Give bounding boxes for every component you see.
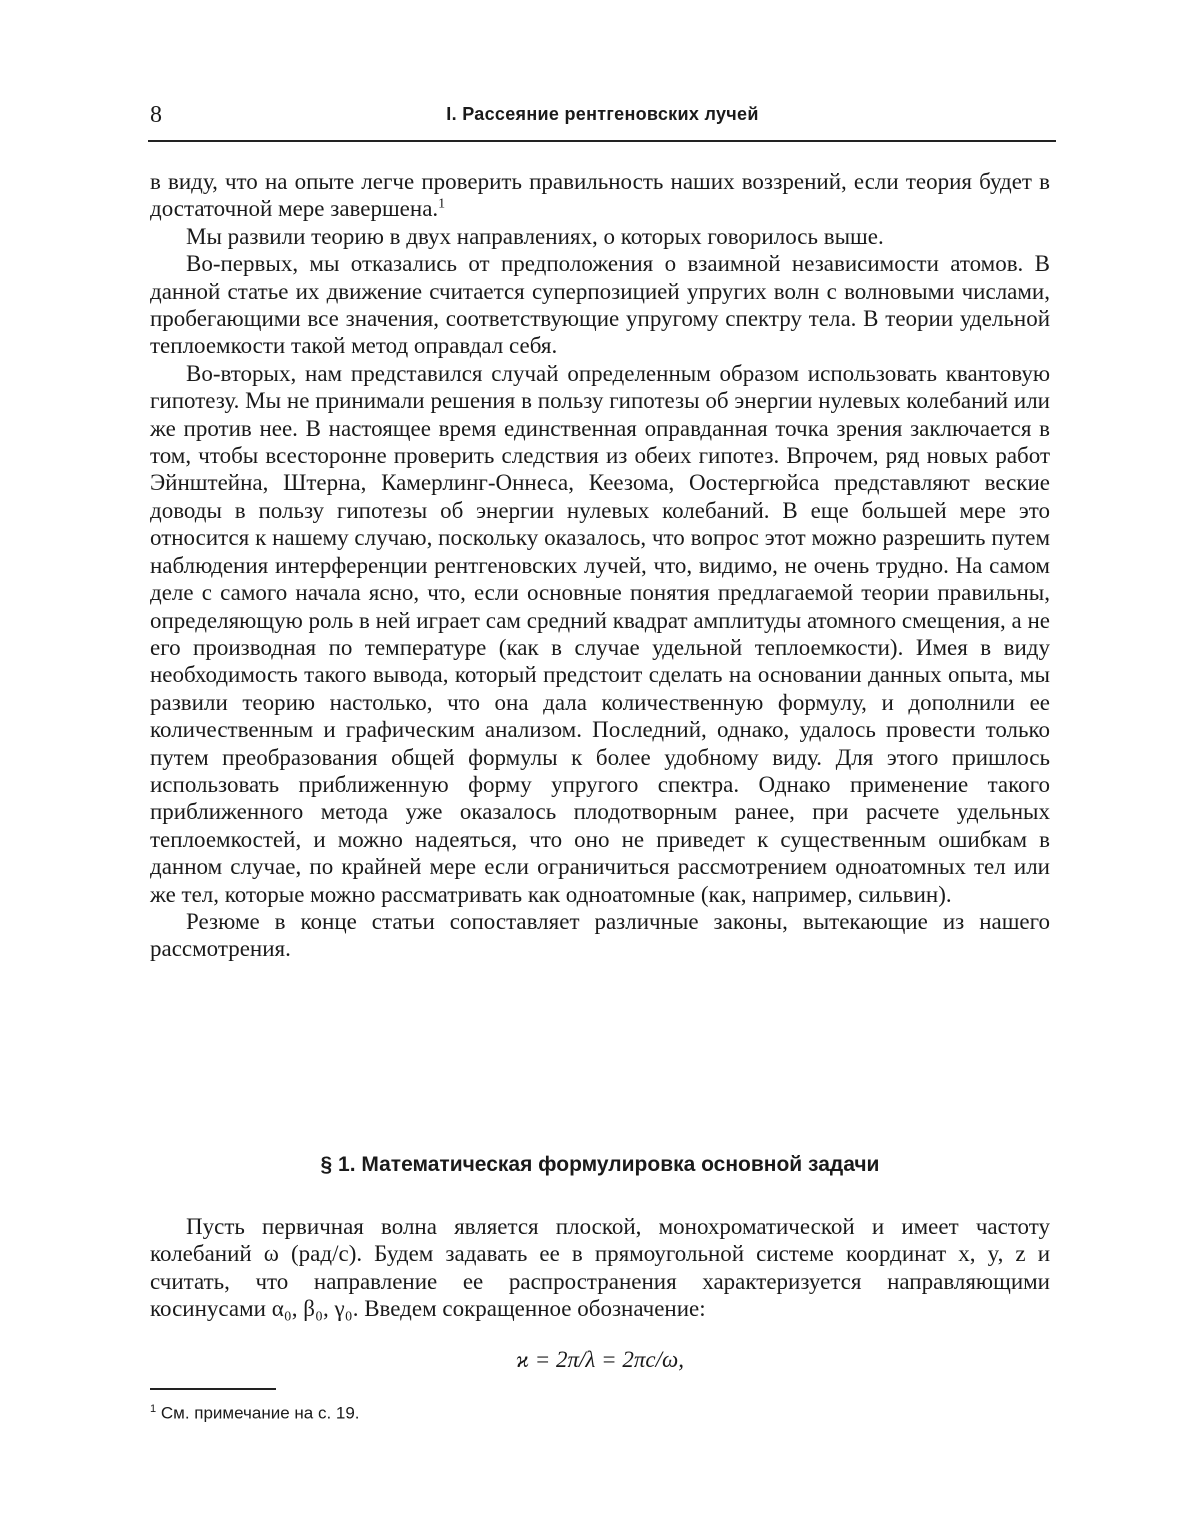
paragraph-text: в виду, что на опыте легче проверить правильность наших воззрений, если теория будет в достаточной мере завершена. (150, 169, 1050, 222)
paragraph: Во-первых, мы отказались от предположения о взаимной независимости атомов. В данной статье их движение считается суперпозицией упругих волн с волновыми числами, пробегающими все значения, соответствующие упругому спектру тела. В теории удельной теплоемкости такой метод оправдал себя. (150, 251, 1050, 359)
section-heading: § 1. Математическая формулировка основной задачи (320, 1153, 880, 1176)
intro-text (150, 168, 1050, 963)
footnote-reference: 1 (438, 196, 446, 212)
paragraph (150, 168, 1050, 223)
page-number: 8 (150, 102, 162, 128)
section-text (150, 1213, 1050, 1323)
paragraph: Во-вторых, нам представился случай определенным образом использовать квантовую гипотезу. Мы не принимали решения в пользу гипотезы об энергии нулевых колебаний или же против нее. В настоящее время единственная оправданная точка зрения заключается в том, чтобы всесторонне проверить следствия из обеих гипотез. Впрочем, ряд новых работ Эйнштейна, Штерна, Камерлинг-Оннеса, Кеезома, Оостергюйса представляют веские доводы в пользу гипотезы об энергии нулевых колебаний. В еще большей мере это относится к нашему случаю, поскольку оказалось, что вопрос этот можно разрешить путем наблюдения интерференции рентгеновских лучей, что, видимо, не очень трудно. На самом деле с самого начала ясно, что, если основные понятия предлагаемой теории правильны, определяющую роль в ней играет сам средний квадрат амплитуды атомного смещения, а не его производная по температуре (как в случае удельной теплоемкости). Имея в виду необходимость такого вывода, который предстоит сделать на основании данных опыта, мы развили теорию настолько, что она дала количественную формулу, и дополнили ее количественным и графическим анализом. Последний, однако, удалось провести только путем преобразования общей формулы к более удобному виду. Для этого пришлось использовать приближенную форму упругого спектра. Однако применение такого приближенного метода уже оказалось плодотворным ранее, при расчете удельных теплоемкостей, и можно надеяться, что оно не приведет к существенным ошибкам в данном случае, по крайней мере если ограничиться рассмотрением одноатомных тел или же тел, которые можно рассматривать как одноатомные (как, например, сильвин). (150, 360, 1050, 907)
footnote-text: См. примечание на с. 19. (160, 1403, 360, 1423)
running-head (150, 100, 1055, 134)
footnote (150, 1403, 1050, 1424)
footnote-marker: 1 (150, 1403, 157, 1415)
paragraph: Пусть первичная волна является плоской, монохроматической и имеет частоту колебаний ω (рад/с). Будем задавать ее в прямоугольной системе координат x, y, z и считать, что направление ее распространения характеризуется направляющими косинусами α₀, β₀, γ₀. Введем сокращенное обозначение: (150, 1214, 1050, 1322)
running-title: I. Рассеяние рентгеновских лучей (446, 104, 759, 124)
equation: ϰ = 2π/λ = 2πc/ω, (516, 1347, 684, 1372)
footnote-rule (150, 1388, 276, 1390)
paragraph: Мы развили теорию в двух направлениях, о которых говорилось выше. (186, 223, 884, 249)
paragraph: Резюме в конце статьи сопоставляет различные законы, вытекающие из нашего рассмотрения. (150, 908, 1050, 962)
header-rule (148, 140, 1056, 142)
